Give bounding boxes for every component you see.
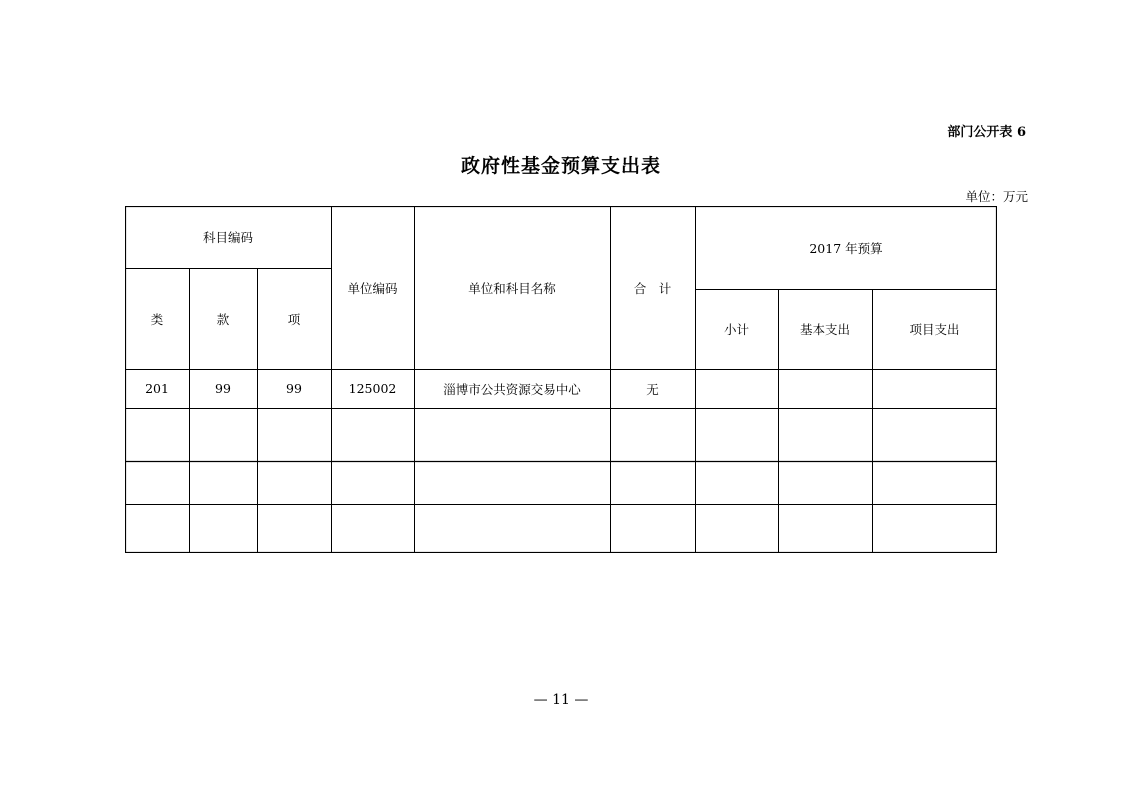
- cell-class: 201: [145, 381, 169, 396]
- header-subtotal: 小计: [723, 322, 749, 337]
- header-budget-2017: 2017 年预算: [809, 240, 883, 256]
- cell-item: 99: [286, 381, 302, 396]
- unit-label: 单位：万元: [965, 189, 1028, 204]
- table-number: 部门公开表 6: [947, 125, 1026, 140]
- header-unit-name: 单位和科目名称: [468, 280, 556, 296]
- cell-kuan: 99: [215, 381, 231, 396]
- cell-unit-name: 淄博市公共资源交易中心: [443, 381, 581, 397]
- header-kuan: 款: [216, 311, 230, 327]
- header-class: 类: [150, 311, 164, 327]
- cell-total: 无: [646, 381, 659, 397]
- budget-table: [125, 206, 997, 553]
- header-item: 项: [287, 311, 301, 327]
- header-unit-code: 单位编码: [347, 280, 398, 296]
- cell-project: [872, 369, 997, 408]
- cell-subtotal: [695, 369, 778, 408]
- page-title: 政府性基金预算支出表: [460, 155, 661, 177]
- header-subject-code: 科目编码: [202, 230, 253, 245]
- header-total: 合 计: [633, 280, 672, 296]
- cell-basic: [778, 369, 872, 408]
- header-project-expenditure: 项目支出: [909, 322, 960, 337]
- header-basic-expenditure: 基本支出: [799, 322, 850, 337]
- cell-unit-code: 125002: [348, 381, 397, 396]
- page-number: — 11 —: [533, 692, 589, 708]
